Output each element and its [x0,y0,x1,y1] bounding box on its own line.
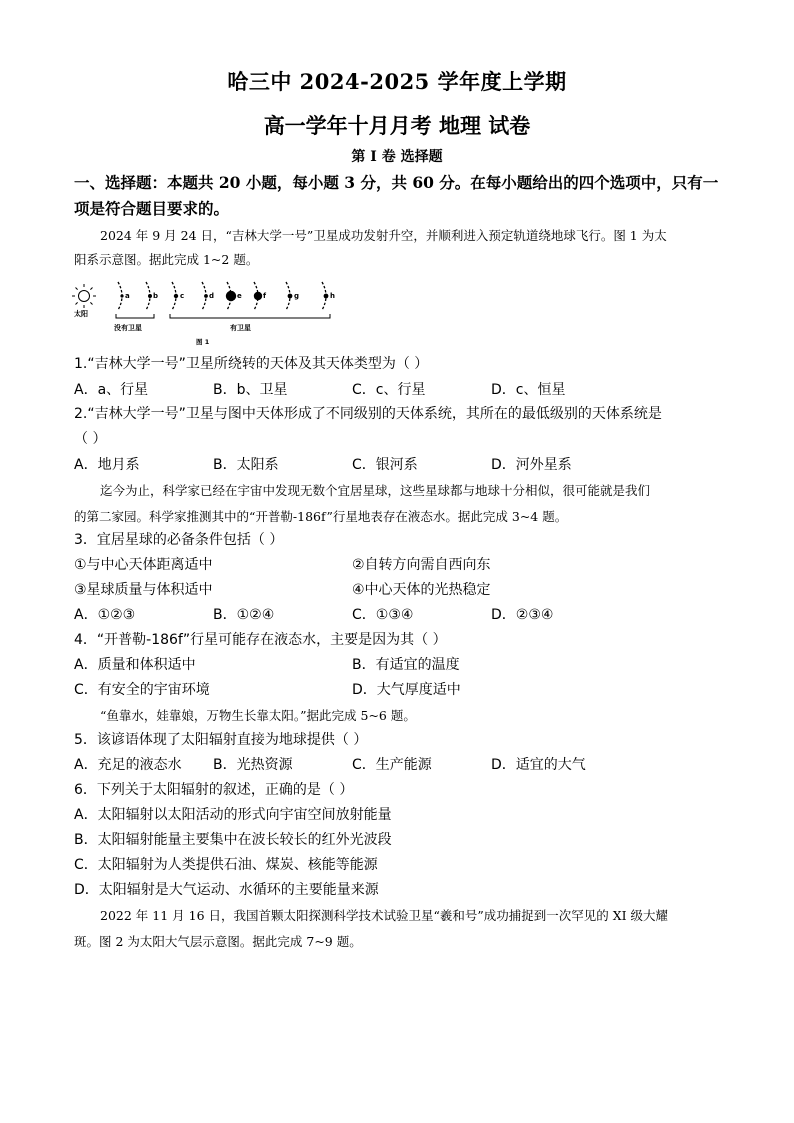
question-1-option-b: B．b、卫星 [213,382,288,398]
exam-subtitle: 高一学年十月月考 地理 试卷 [263,113,531,138]
question-3-choice-1: ①与中心天体距离适中 [74,557,213,573]
passage-1-line-2: 阳系示意图。据此完成 1~2 题。 [74,252,259,267]
question-5-stem: 5．该谚语体现了太阳辐射直接为地球提供（ ） [74,732,368,748]
question-4-option-a: A．质量和体积适中 [74,657,196,673]
planet-a [120,294,123,297]
planet-b [148,294,152,298]
question-3-choice-2: ②自转方向需自西向东 [352,557,491,573]
planet-h [324,294,329,299]
planet-label-h: h [330,292,335,300]
question-2-option-c: C．银河系 [352,457,418,473]
question-5-option-c: C．生产能源 [352,757,432,773]
question-3-option-b: B．①②④ [213,607,275,623]
passage-2-line-2: 的第二家园。科学家推测其中的“开普勒-186f”行星地表存在液态水。据此完成 3~4 题。 [74,509,568,524]
question-2-stem-cont: （ ） [74,431,107,447]
question-1-option-a: A．a、行星 [74,382,149,398]
sun-label: 太阳 [74,310,88,318]
planet-label-d: d [209,292,215,300]
question-3-option-a: A．①②③ [74,607,136,623]
question-3-stem: 3．宜居星球的必备条件包括（ ） [74,532,284,548]
question-2-option-a: A．地月系 [74,457,140,473]
question-4-option-b: B．有适宜的温度 [352,657,460,673]
question-1-option-d: D．c、恒星 [491,382,566,398]
question-6-option-a: A．太阳辐射以太阳活动的形式向宇宙空间放射能量 [74,807,392,823]
question-6-stem: 6．下列关于太阳辐射的叙述，正确的是（ ） [74,782,354,798]
group-no-satellite-label: 没有卫星 [114,324,142,332]
question-2-stem: 2.“吉林大学一号”卫星与图中天体形成了不同级别的天体系统，其所在的最低级别的天体系统是 [74,406,662,422]
question-1-stem: 1.“吉林大学一号”卫星所绕转的天体及其天体类型为（ ） [74,356,429,372]
passage-2-line-1: 迄今为止，科学家已经在宇宙中发现无数个宜居星球，这些星球都与地球十分相似，很可能就是我们 [100,483,651,498]
planet-label-b: b [153,292,159,300]
question-4-option-c: C．有安全的宇宙环境 [74,682,210,698]
planet-label-f: f [263,292,267,300]
planet-label-g: g [294,292,300,300]
question-5-option-a: A．充足的液态水 [74,757,182,773]
question-5-option-d: D．适宜的大气 [491,757,586,773]
exam-title: 哈三中 2024-2025 学年度上学期 [227,69,567,94]
planet-label-a: a [125,292,130,300]
passage-4-line-1: 2022 年 11 月 16 日，我国首颗太阳探测科学技术试验卫星“羲和号”成功捕捉到一次罕见的 XI 级大耀 [100,908,669,923]
question-3-option-d: D．②③④ [491,607,554,623]
question-1-option-c: C．c、行星 [352,382,426,398]
figure-caption: 图 1 [196,338,210,346]
question-3-option-c: C．①③④ [352,607,414,623]
question-3-choice-4: ④中心天体的光热稳定 [352,582,491,598]
passage-3-line-1: “鱼靠水，娃靠娘，万物生长靠太阳。”据此完成 5~6 题。 [100,708,416,723]
question-3-choice-3: ③星球质量与体积适中 [74,582,213,598]
question-2-option-b: B．太阳系 [213,457,279,473]
question-2-option-d: D．河外星系 [491,457,572,473]
question-6-option-d: D．太阳辐射是大气运动、水循环的主要能量来源 [74,882,379,898]
section-heading: 第 I 卷 选择题 [351,149,443,165]
question-6-option-b: B．太阳辐射能量主要集中在波长较长的红外光波段 [74,832,392,848]
question-4-option-d: D．大气厚度适中 [352,682,461,698]
sun-icon [72,284,96,308]
passage-1-line-1: 2024 年 9 月 24 日，“吉林大学一号”卫星成功发射升空，并顺利进入预定轨道绕地球飞行。图 1 为太 [100,228,667,243]
instructions-line-1: 一、选择题：本题共 20 小题，每小题 3 分，共 60 分。在每小题给出的四个选项中，只有一 [74,173,719,192]
planet-d [204,294,208,298]
instructions-line-2: 项是符合题目要求的。 [74,199,230,218]
question-4-stem: 4．“开普勒-186f”行星可能存在液态水，主要是因为其（ ） [74,632,447,648]
passage-4-line-2: 斑。图 2 为太阳大气层示意图。据此完成 7~9 题。 [74,934,362,949]
planet-g [288,294,293,299]
planet-label-c: c [180,292,185,300]
planet-c [174,294,178,298]
solar-system-figure [72,276,342,348]
question-6-option-c: C．太阳辐射为人类提供石油、煤炭、核能等能源 [74,857,378,873]
question-5-option-b: B．光热资源 [213,757,293,773]
planet-label-e: e [237,292,242,300]
planet-e [226,291,236,301]
group-satellite-label: 有卫星 [230,324,251,332]
planet-f [254,292,262,300]
